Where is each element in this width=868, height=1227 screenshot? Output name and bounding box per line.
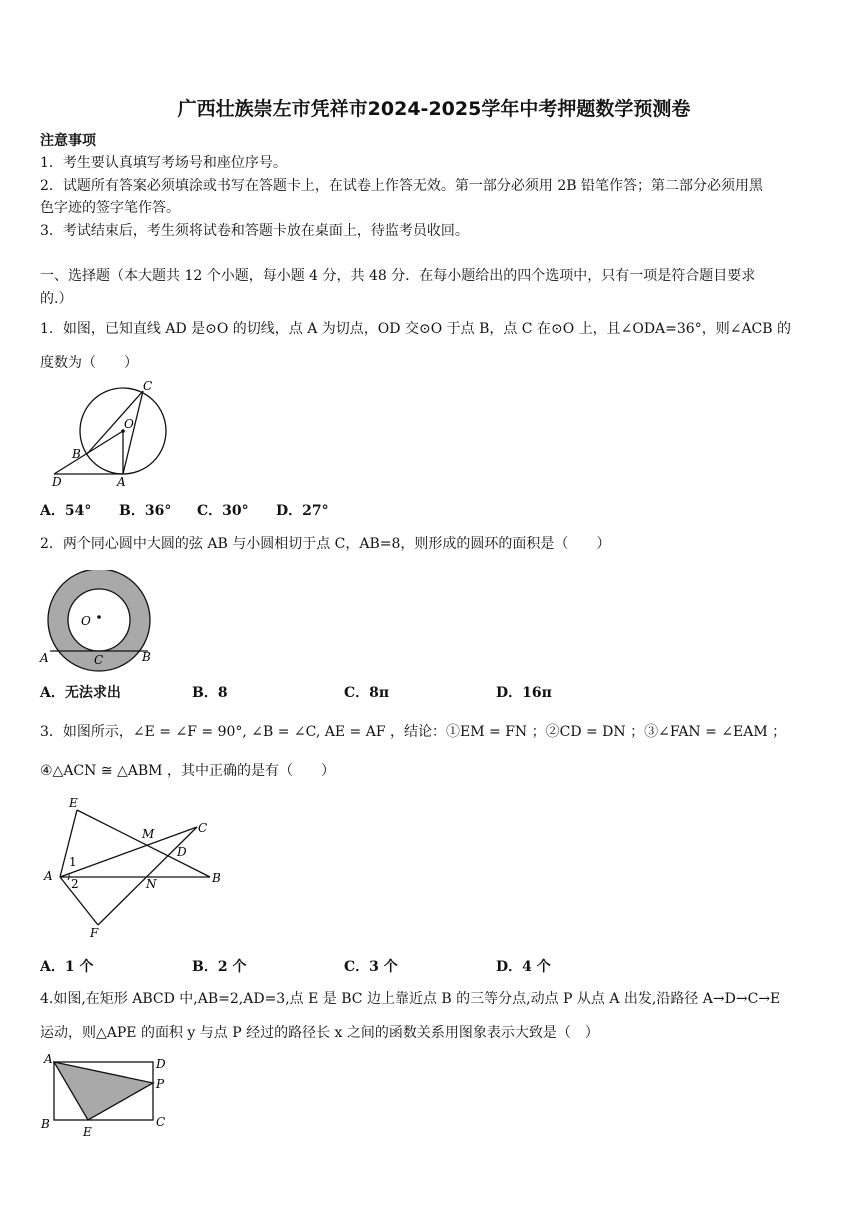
figure-label-f: F (90, 926, 99, 940)
figure-label-angle-1: 1 (69, 855, 77, 869)
choice-b[interactable]: B．36° (119, 503, 172, 519)
choice-c[interactable]: C．8π (344, 685, 390, 701)
figure-label-b: B (142, 650, 151, 664)
choice-c[interactable]: C．30° (197, 503, 249, 519)
question-3-text: 3．如图所示，∠E = ∠F = 90°, ∠B = ∠C, AE = AF ，结论：①EM = FN ；②CD = DN ；③∠FAN = ∠EAM ； (40, 724, 787, 740)
choice-b[interactable]: B．2 个 (192, 959, 247, 975)
figure-label-c: C (94, 653, 104, 667)
figure-label-d: D (52, 475, 62, 488)
choice-d[interactable]: D．4 个 (496, 959, 551, 975)
figure-label-e: E (83, 1125, 92, 1139)
figure-label-o: O (124, 417, 134, 431)
figure-label-c: C (198, 821, 208, 835)
figure-label-c: C (156, 1115, 166, 1129)
choice-c[interactable]: C．3 个 (344, 959, 398, 975)
notice-item: 2．试题所有答案必须填涂或书写在答题卡上，在试卷上作答无效。第一部分必须用 2B 铅笔作答；第二部分必须用黑 (40, 178, 763, 194)
figure-label-b: B (212, 871, 221, 885)
question-1-figure (44, 376, 174, 488)
figure-label-b: B (41, 1117, 50, 1131)
figure-label-m: M (142, 827, 155, 841)
notice-heading: 注意事项 (40, 133, 96, 149)
section-heading: 一、选择题（本大题共 12 个小题，每小题 4 分，共 48 分．在每小题给出的四个选项中，只有一项是符合题目要求 (40, 268, 756, 284)
figure-label-a: A (117, 475, 126, 488)
question-4-figure (38, 1050, 178, 1142)
figure-label-angle-2: 2 (71, 877, 79, 891)
notice-item: 1．考生要认真填写考场号和座位序号。 (40, 155, 287, 171)
figure-label-d: D (177, 845, 187, 859)
choice-d[interactable]: D．16π (496, 685, 552, 701)
choice-d[interactable]: D．27° (276, 503, 329, 519)
choice-a[interactable]: A．1 个 (40, 959, 94, 975)
figure-label-a: A (44, 1052, 53, 1066)
choice-a[interactable]: A．54° (40, 503, 92, 519)
figure-label-b: B (72, 447, 81, 461)
figure-label-p: P (156, 1077, 165, 1091)
figure-label-c: C (143, 379, 153, 393)
figure-label-a: A (44, 869, 53, 883)
figure-label-o: O (81, 614, 91, 628)
notice-item: 色字迹的签字笔作答。 (40, 200, 180, 216)
question-2-text: 2．两个同心圆中大圆的弦 AB 与小圆相切于点 C，AB=8，则形成的圆环的面积是（ ） (40, 536, 611, 552)
question-1-text: 1．如图，已知直线 AD 是⊙O 的切线，点 A 为切点，OD 交⊙O 于点 B，点 C 在⊙O 上，且∠ODA=36°，则∠ACB 的 (40, 321, 792, 337)
question-1-text-cont: 度数为（ ） (40, 355, 138, 371)
question-3-figure (40, 794, 230, 942)
question-4-text: 4.如图,在矩形 ABCD 中,AB=2,AD=3,点 E 是 BC 边上靠近点 B 的三等分点,动点 P 从点 A 出发,沿路径 A→D→C→E (40, 991, 781, 1007)
notice-item: 3．考试结束后，考生须将试卷和答题卡放在桌面上，待监考员收回。 (40, 223, 469, 239)
question-3-text-cont: ④△ACN ≅ △ABM ，其中正确的是有（ ） (40, 763, 335, 779)
section-heading-cont: 的.） (40, 291, 73, 307)
choice-b[interactable]: B．8 (192, 685, 228, 701)
question-2-figure (38, 570, 162, 674)
figure-label-a: A (40, 651, 49, 665)
question-4-text-cont: 运动，则△APE 的面积 y 与点 P 经过的路径长 x 之间的函数关系用图象表示大致是（ ） (40, 1025, 599, 1041)
figure-label-e: E (69, 796, 78, 810)
page-title: 广西壮族崇左市凭祥市2024-2025学年中考押题数学预测卷 (177, 98, 691, 120)
figure-label-n: N (146, 877, 157, 891)
choice-a[interactable]: A．无法求出 (40, 685, 121, 701)
figure-label-d: D (156, 1057, 166, 1071)
